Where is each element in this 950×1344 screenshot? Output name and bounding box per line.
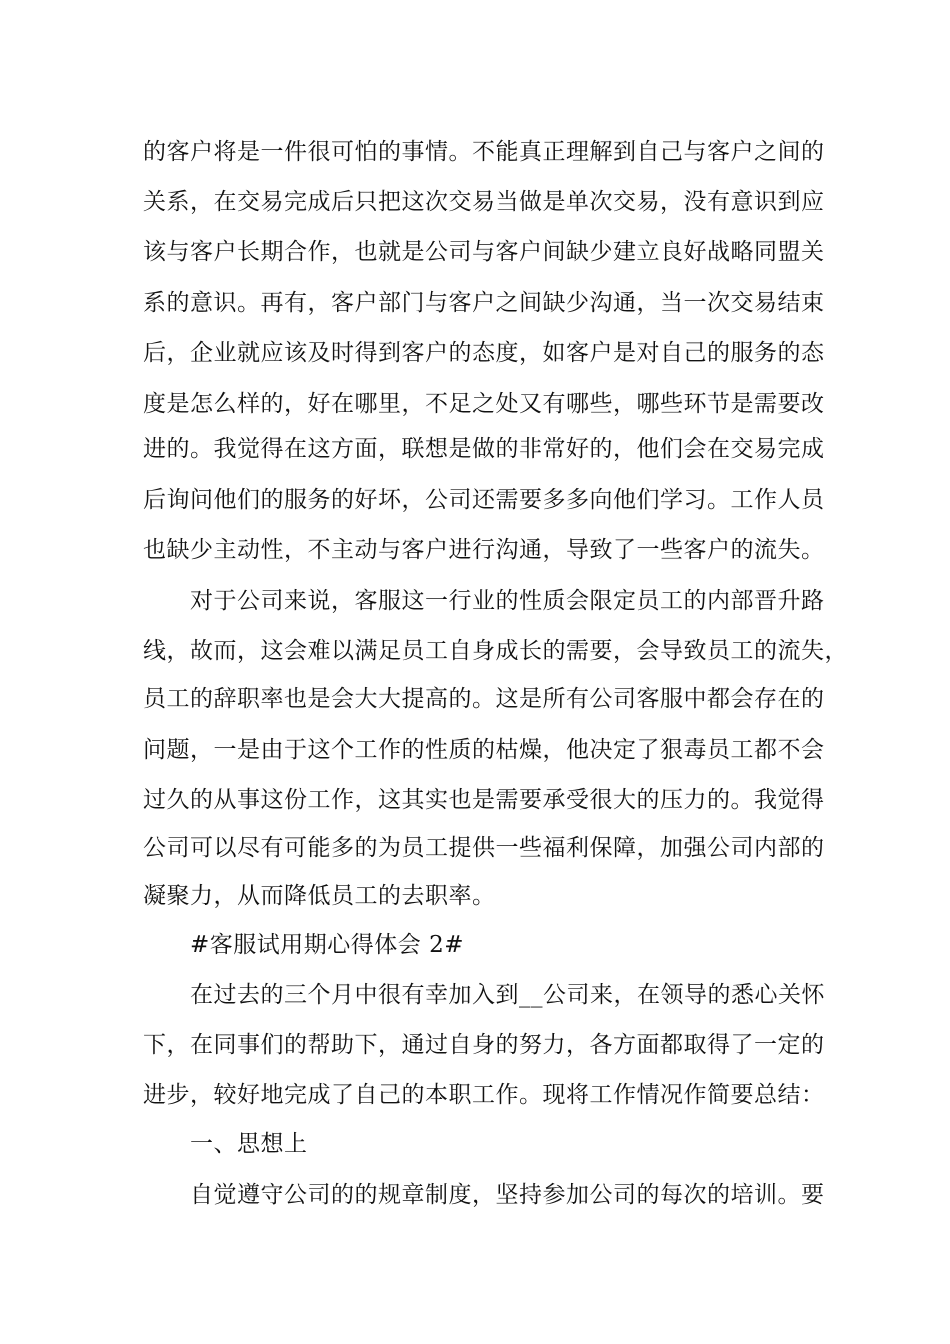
text-line: 关系，在交易完成后只把这次交易当做是单次交易，没有意识到应	[143, 189, 825, 215]
text-line: 的客户将是一件很可怕的事情。不能真正理解到自己与客户之间的	[143, 139, 825, 165]
text-line: 后询问他们的服务的好坏，公司还需要多多向他们学习。工作人员	[143, 487, 825, 513]
text-line: 度是怎么样的，好在哪里，不足之处又有哪些，哪些环节是需要改	[143, 391, 825, 417]
text-line: 线，故而，这会难以满足员工自身成长的需要，会导致员工的流失，	[143, 638, 848, 664]
paragraph-start-line: 自觉遵守公司的的规章制度，坚持参加公司的每次的培训。要	[190, 1182, 825, 1208]
paragraph-start-line: 对于公司来说，客服这一行业的性质会限定员工的内部晋升路	[190, 588, 825, 614]
text-line: 员工的辞职率也是会大大提高的。这是所有公司客服中都会存在的	[143, 686, 825, 712]
text-line: 进步，较好地完成了自己的本职工作。现将工作情况作简要总结：	[143, 1082, 825, 1108]
section-heading: #客服试用期心得体会 2#	[190, 932, 464, 958]
text-line: 公司可以尽有可能多的为员工提供一些福利保障，加强公司内部的	[143, 835, 825, 861]
text-line: 系的意识。再有，客户部门与客户之间缺少沟通，当一次交易结束	[143, 290, 825, 316]
text-line: 也缺少主动性，不主动与客户进行沟通，导致了一些客户的流失。	[143, 537, 825, 563]
paragraph-start-line: 在过去的三个月中很有幸加入到__公司来，在领导的悉心关怀	[190, 982, 825, 1008]
text-line: 该与客户长期合作，也就是公司与客户间缺少建立良好战略同盟关	[143, 239, 825, 265]
text-line: 下，在同事们的帮助下，通过自身的努力，各方面都取得了一定的	[143, 1032, 825, 1058]
text-line: 过久的从事这份工作，这其实也是需要承受很大的压力的。我觉得	[143, 787, 825, 813]
text-line: 进的。我觉得在这方面，联想是做的非常好的，他们会在交易完成	[143, 436, 825, 462]
text-line: 问题，一是由于这个工作的性质的枯燥，他决定了狠毒员工都不会	[143, 737, 825, 763]
text-line: 后，企业就应该及时得到客户的态度，如客户是对自己的服务的态	[143, 340, 825, 366]
text-line: 凝聚力，从而降低员工的去职率。	[143, 883, 496, 909]
subsection-heading: 一、思想上	[190, 1131, 308, 1157]
